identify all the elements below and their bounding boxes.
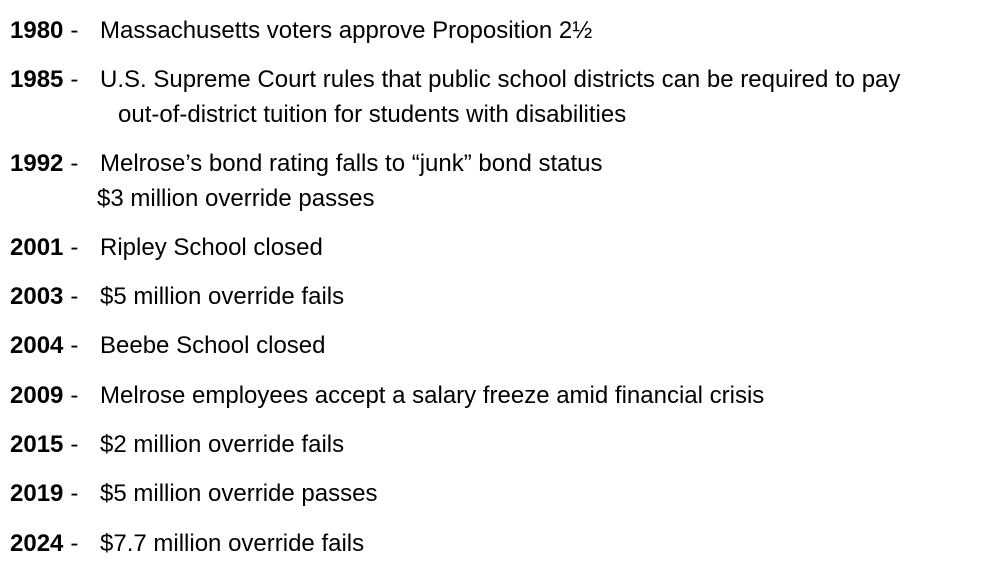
- timeline-entry-2015: [10, 427, 345, 463]
- entry-year: 2024: [10, 530, 64, 557]
- entry-text: $2 million override fails: [100, 431, 345, 458]
- entry-year: 2009: [10, 382, 64, 409]
- entry-year: 1980: [10, 17, 64, 44]
- timeline-entry-2004: [10, 328, 326, 364]
- entry-separator: -: [70, 17, 79, 44]
- timeline-entry-2019: [10, 476, 378, 512]
- entry-separator: -: [70, 382, 79, 409]
- entry-year: 2015: [10, 431, 64, 458]
- entry-text: $5 million override fails: [100, 283, 345, 310]
- entry-text-continuation: out-of-district tuition for students with disabilities: [118, 101, 627, 128]
- entry-separator: -: [70, 150, 79, 177]
- entry-separator: -: [70, 332, 79, 359]
- entry-text: U.S. Supreme Court rules that public school districts can be required to pay: [100, 66, 901, 93]
- timeline-entry-1980: [10, 13, 593, 49]
- entry-separator: -: [70, 234, 79, 261]
- entry-text-continuation: $3 million override passes: [97, 185, 375, 212]
- entry-text: Massachusetts voters approve Proposition 2½: [100, 17, 593, 44]
- entry-year: 2019: [10, 480, 64, 507]
- entry-text: Melrose’s bond rating falls to “junk” bond status: [100, 150, 603, 177]
- timeline-entry-2001: [10, 230, 323, 266]
- entry-year: 2001: [10, 234, 64, 261]
- entry-year: 2003: [10, 283, 64, 310]
- entry-separator: -: [70, 530, 79, 557]
- timeline-entry-2009: [10, 378, 765, 414]
- timeline-entry-2024: [10, 526, 365, 562]
- entry-text: $5 million override passes: [100, 480, 378, 507]
- entry-separator: -: [70, 431, 79, 458]
- entry-year: 2004: [10, 332, 64, 359]
- entry-text: $7.7 million override fails: [100, 530, 365, 557]
- entry-separator: -: [70, 480, 79, 507]
- entry-separator: -: [70, 283, 79, 310]
- entry-separator: -: [70, 66, 79, 93]
- timeline-entry-1992: [10, 146, 603, 182]
- entry-text: Beebe School closed: [100, 332, 326, 359]
- entry-year: 1985: [10, 66, 64, 93]
- entry-text: Melrose employees accept a salary freeze amid financial crisis: [100, 382, 765, 409]
- entry-year: 1992: [10, 150, 64, 177]
- timeline-entry-2003: [10, 279, 345, 315]
- entry-text: Ripley School closed: [100, 234, 323, 261]
- timeline-entry-1985: [10, 62, 901, 98]
